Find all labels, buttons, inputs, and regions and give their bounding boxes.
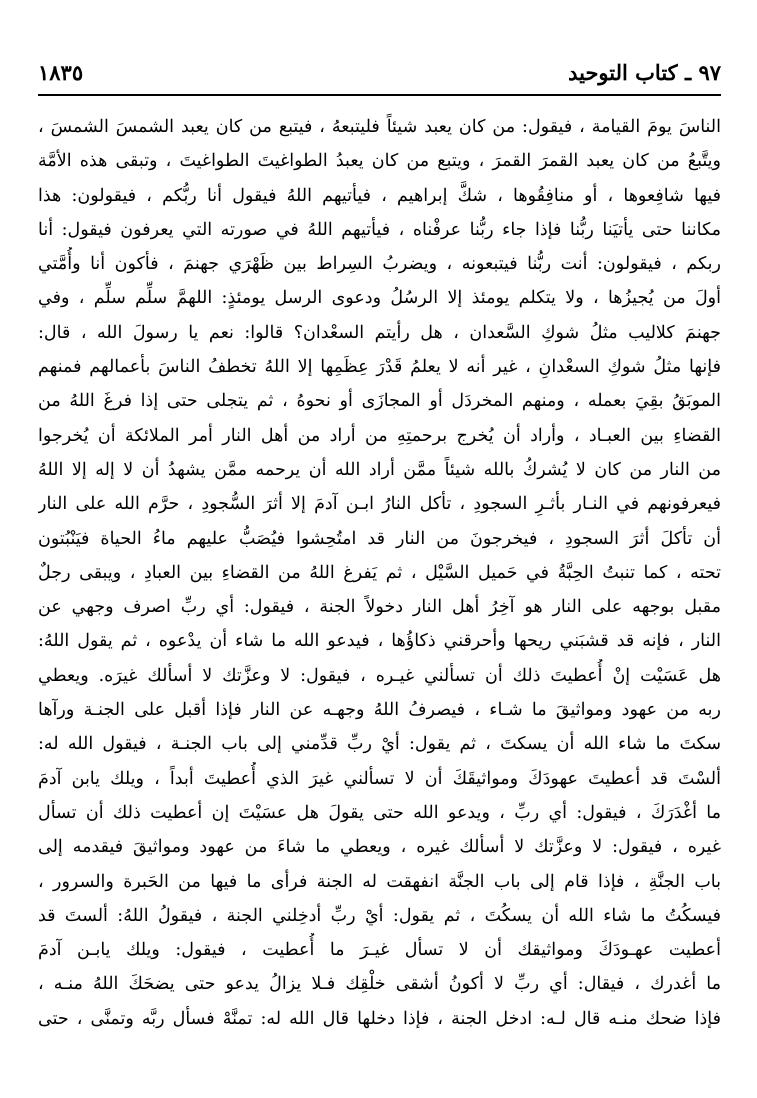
text-line: الموبَقُ بقِيَ بعمله ، ومنهم المخردَل أو المجازَى أو نحوهُ ، ثم يتجلى حتى إذا فرغَ اللهُ من — [38, 391, 721, 412]
text-line: من النار من كان لا يُشركُ بالله شيئاً ممَّن أراد الله أن يرحمه ممَّن يشهدُ أن لا إله إلا اللهُ — [38, 459, 721, 480]
text-line: جهنمَ كلاليب مثلُ شوكِ السَّعدان ، هل رأيتم السعْدان؟ قالوا: نعم يا رسولَ الله ، قال: — [38, 322, 721, 343]
text-line: سكتَ ما شاء الله أن يسكتَ ، ثم يقول: أيْ ربِّ قدِّمني إلى باب الجنـة ، فيقول الله له: — [38, 734, 721, 755]
text-line: باب الجنَّةِ ، فإذا قام إلى باب الجنَّة انفهقت له الجنة فرأى ما فيها من الحَبرة والسرور ، — [38, 871, 721, 892]
text-line: النار ، فإنه قد قشبَني ريحها وأحرقني ذكاؤُها ، فيدعو الله ما شاء أن يدْعوه ، ثم يقول اللهُ: — [38, 631, 721, 652]
text-line: ألسْتَ قد أعطيتَ عهودَكَ ومواثيقَكَ أن لا تسألني غيرَ الذي أُعطيتَ أبداً ، ويلك يابن آدمَ — [38, 768, 721, 789]
text-line: مكاننا حتى يأتيَنا ربُّنا فإذا جاء ربُّنا عرفْناه ، فيأتيهم اللهُ في صورته التي يعرفون فيقول: أنا — [38, 219, 721, 240]
text-line: ويتَّبعُ من كان يعبد القمرَ القمرَ ، ويتبع من كان يعبدُ الطواغيتَ الطواغيتَ ، وتبقى هذه الأمَّة — [38, 151, 721, 172]
text-line: أن تأكلَ أثرَ السجودِ ، فيخرجونَ من النار قد امتُحِشوا فيُصَبُّ عليهم ماءُ الحياة فيَنْبُتون — [38, 528, 721, 549]
text-line: فيها شافِعوها ، أو منافِقُوها ، شكَّ إبراهيم ، فيأتيهم اللهُ فيقول أنا ربُّكم ، فيقولون: هذا — [38, 185, 721, 206]
text-line: تحته ، كما تنبتُ الحِبَّةُ في حَميل السَّيْل ، ثم يَفرغ اللهُ من القضاءِ بين العبادِ ، ويبقى رجلٌ — [38, 562, 721, 583]
chapter-title: ٩٧ ـ كتاب التوحيد — [568, 60, 721, 85]
text-line: غيره ، فيقول: لا وعزَّتك لا أسألك غيره ، ويعطي ما شاءَ من عهود ومواثيقَ فيقدمه إلى — [38, 837, 721, 858]
text-line: الناسَ يومَ القيامة ، فيقول: من كان يعبد شيئاً فليتبعهُ ، فيتبع من كان يعبد الشمسَ الشمسَ ، — [38, 117, 721, 137]
header-rule — [38, 94, 721, 96]
text-line: فيسكُتُ ما شاء الله أن يسكُتَ ، ثم يقول: أيْ ربِّ أدخِلني الجنة ، فيقولُ اللهُ: ألستَ قد — [38, 905, 721, 926]
text-line: فيعرفونهم في النـار بأثـرِ السجودِ ، تأكل النارُ ابـن آدمَ إلا أثرَ السُّجودِ ، حرَّم الله على النار — [38, 494, 721, 515]
text-line: هل عَسَيْت إنْ أُعطيتَ ذلك أن تسألني غيـره ، فيقول: لا وعزَّتك لا أسألك غيرَه. ويعطي — [38, 665, 721, 686]
text-line: فإذا ضحك منـه قال لـه: ادخل الجنة ، فإذا دخلها قال الله له: تمنَّهْ فسأل ربَّه وتمنَّى ، حتى — [38, 1008, 721, 1029]
body-text — [38, 110, 721, 1036]
text-line: أعطيت عهـودَكَ ومواثيقك أن لا تسأل غيـرَ ما أُعطيت ، فيقول: ويلك يابـن آدمَ — [38, 940, 721, 961]
text-line: فإنها مثلُ شوكِ السعْدانِ ، غير أنه لا يعلمُ قَدْرَ عِظَمِها إلا اللهُ تخطفُ الناسَ بأعمالهم فمنهم — [38, 357, 721, 378]
page-header — [38, 58, 721, 88]
page-number: ١٨٣٥ — [38, 60, 84, 85]
text-line: القضاءِ بين العبـاد ، وأراد أن يُخرج برحمتِهِ من أراد من أهل النار أمر الملائكة أن يُخرجوا — [38, 425, 721, 446]
text-line: ما أغْدَرَكَ ، فيقول: أي ربِّ ، ويدعو الله حتى يقولَ هل عسَيْتَ إن أعطيت ذلك أن تسأل — [38, 802, 721, 823]
text-line: ربكم ، فيقولون: أنت ربُّنا فيتبعونه ، ويضربُ السِراط بين ظَهْرَي جهنمَ ، فأكون أنا وأُمَّتي — [38, 254, 721, 275]
text-line: أولَ من يُجيزُها ، ولا يتكلم يومئذ إلا الرسُلُ ودعوى الرسل يومئذٍ: اللهمَّ سلِّم سلِّم ، وفي — [38, 288, 721, 309]
text-line: ما أغدرك ، فيقال: أي ربِّ لا أكونُ أشقى خلْقِك فـلا يزالُ يدعو حتى يضحَكَ اللهُ منـه ، — [38, 974, 721, 995]
text-line: ربه من عهود ومواثيقَ ما شـاء ، فيصرفُ اللهُ وجهـه عن النار فإذا أقبل على الجنـة ورآها — [38, 700, 721, 721]
text-line: مقبل بوجهه على النار هو آخِرُ أهل النار دخولاً الجنة ، فيقول: أي ربِّ اصرف وجهي عن — [38, 597, 721, 618]
